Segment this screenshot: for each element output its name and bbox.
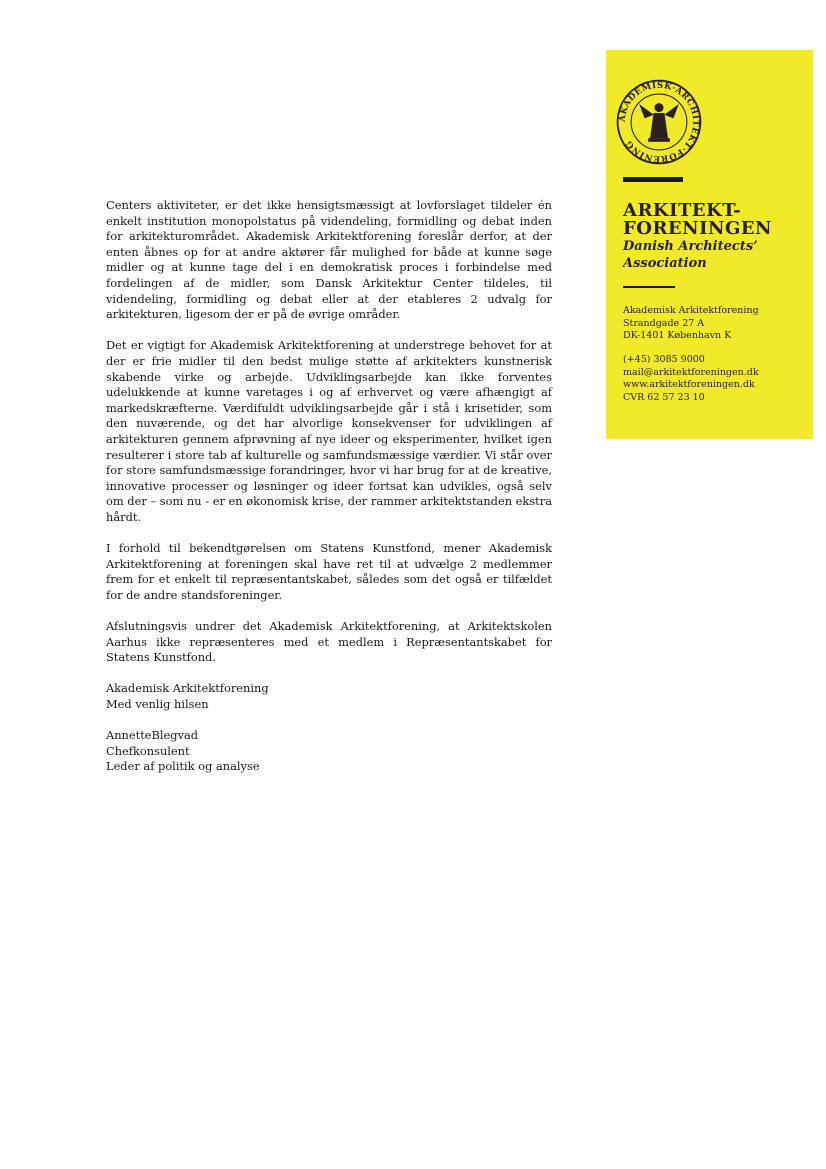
paragraph-1: Centers aktiviteter, er det ikke hensigtsmæssigt at lovforslaget tildeler én enkelt institution monopolstatus på videndeling, formidling og debat inden for arkitekturområdet. Akademisk Arkitektforening foreslår derfor, at der enten åbnes op for at andre aktører får mulighed for både at kunne søge midler og at kunne tage del i en demokratisk proces i forbindelse med fordelingen af de midler, som Dansk Arkitektur Center tildeles, til videndeling, formidling og debat eller at der etableres 2 udvalg for arkitekturen, ligesom der er på de øvrige områder. — [106, 198, 552, 322]
brand-name-line2: FORENINGEN — [623, 218, 773, 239]
signer-title: Chefkonsulent — [106, 743, 190, 758]
brand-sub-line2: Association — [623, 256, 707, 271]
address-line: DK-1401 København K — [623, 330, 732, 341]
brand-name — [623, 202, 813, 238]
address-line: Akademisk Arkitektforening — [623, 305, 759, 316]
contact-info — [623, 354, 811, 404]
phone-number: (+45) 3085 9000 — [623, 354, 705, 365]
postal-address — [623, 305, 811, 343]
letter-body — [106, 198, 552, 791]
divider-thin — [623, 286, 675, 288]
paragraph-3: I forhold til bekendtgørelsen om Statens Kunstfond, mener Akademisk Arkitektforening at foreningen skal have ret til at udvælge 2 medlemmer frem for et enkelt til repræsentantskabet, således som det også er tilfældet for de andre standsforeninger. — [106, 541, 552, 602]
paragraph-2: Det er vigtigt for Akademisk Arkitektforening at understrege behovet for at der er frie midler til den bedst mulige støtte af arkitekters kunstnerisk skabende virke og arbejde. Udviklingsarbejde kan ikke forventes udelukkende at kunne varetages i og af erhvervet og være afhængigt af markedskræfterne. Værdifuldt udviklingsarbejde går i stå i krisetider, som den nuværende, og det har alvorlige konsekvenser for udviklingen af arkitekturen gennem afprøvning af nye ideer og eksperimenter, hvilket igen resulterer i store tab af kulturelle og samfundsmæssige værdier. Vi står over for store samfundsmæssige forandringer, hvor vi har brug for at de kreative, innovative processer og løsninger og ideer fortsat kan udvikles, også selv om der – som nu - er en økonomisk krise, der rammer arkitektstanden ekstra hårdt. — [106, 338, 552, 524]
brand-sub-line1: Danish Architects’ — [623, 239, 758, 254]
signer-name: AnnetteBlegvad — [106, 728, 199, 743]
signature-block — [106, 728, 552, 775]
letterhead-sidebar — [606, 50, 813, 439]
address-line: Strandgade 27 A — [623, 317, 705, 329]
website-link[interactable]: www.arkitektforeningen.dk — [623, 379, 755, 390]
brand-subtitle — [623, 238, 808, 272]
closing-line: Med venlig hilsen — [106, 697, 209, 711]
seal-text: AKADEMISK·ARCHITEKT·FORENING — [617, 80, 701, 164]
closing-line: Akademisk Arkitektforening — [106, 681, 269, 696]
association-seal-logo — [614, 77, 704, 167]
brand-name-line1: ARKITEKT- — [623, 200, 742, 221]
signer-role: Leder af politik og analyse — [106, 759, 260, 774]
closing — [106, 681, 552, 712]
divider-thick — [623, 177, 683, 182]
email-link[interactable]: mail@arkitektforeningen.dk — [623, 366, 759, 378]
paragraph-4: Afslutningsvis undrer det Akademisk Arkitektforening, at Arkitektskolen Aarhus ikke repræsenteres med et medlem i Repræsentantskabet for Statens Kunstfond. — [106, 619, 552, 665]
cvr-number: CVR 62 57 23 10 — [623, 391, 705, 403]
